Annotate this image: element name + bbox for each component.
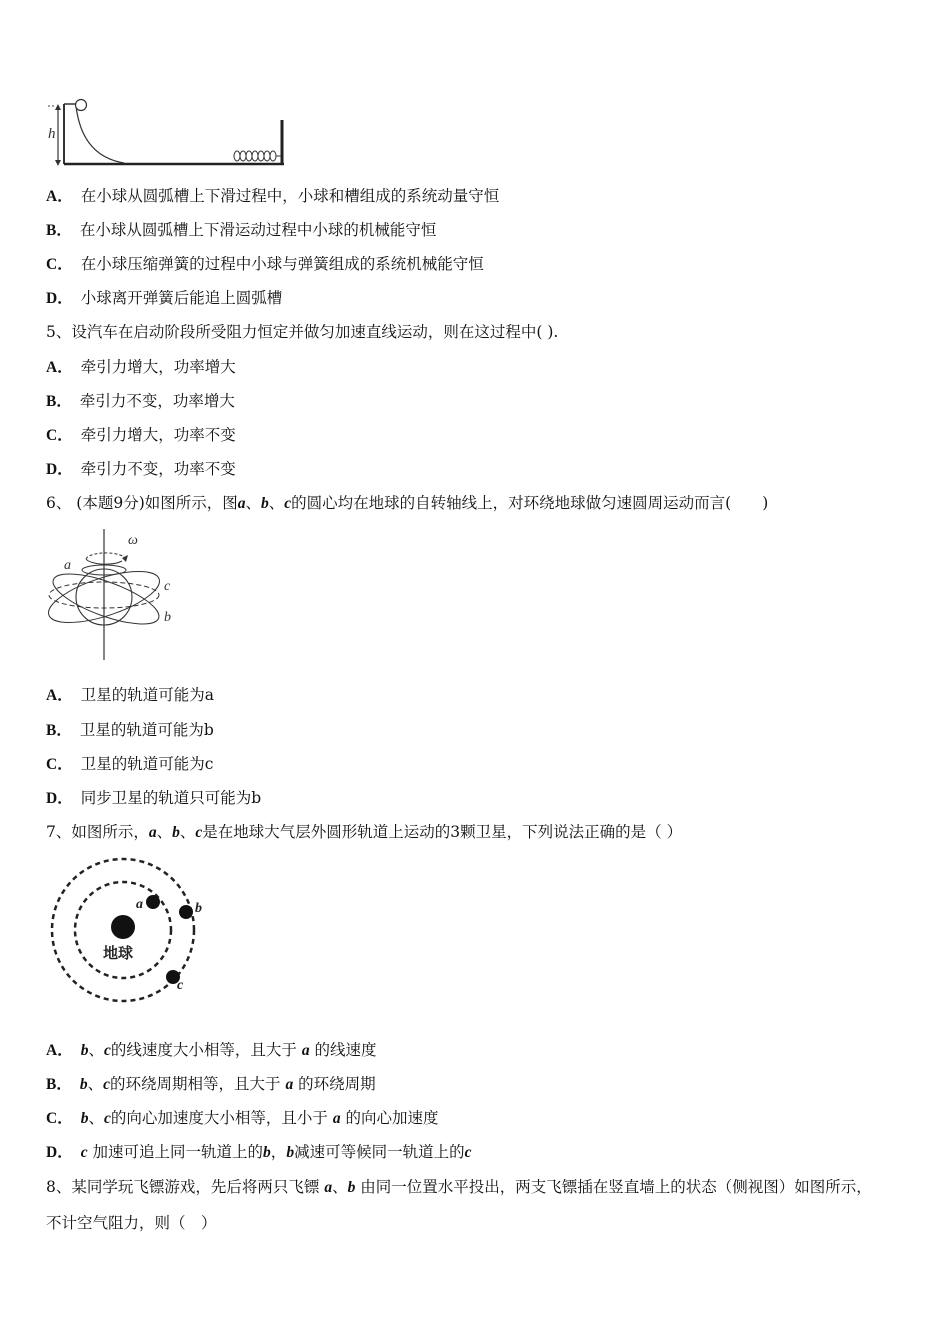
var: c <box>103 1042 111 1059</box>
q7-option-c[interactable] <box>46 1108 439 1129</box>
label-c: c <box>177 978 184 993</box>
q5-option-d[interactable] <box>46 459 236 480</box>
omega-label: ω <box>128 533 138 548</box>
stem-text: 由同一位置水平投出，两支飞镖插在竖直墙上的状态（侧视图）如图所示， <box>360 1178 872 1196</box>
option-letter: D． <box>46 290 73 307</box>
option-text: 的向心加速度大小相等，且小于 <box>110 1109 328 1127</box>
option-text: 加速可追上同一轨道上的 <box>92 1143 264 1161</box>
q5-stem: 5、设汽车在启动阶段所受阻力恒定并做匀加速直线运动，则在这过程中( ). <box>46 323 559 341</box>
option-text: 卫星的轨道可能为b <box>79 721 214 739</box>
option-letter: D． <box>46 1144 73 1161</box>
separator: 、 <box>156 823 173 841</box>
var-b: b <box>347 1179 356 1196</box>
label-a: a <box>136 897 143 912</box>
separator: 、 <box>332 1178 348 1196</box>
earth <box>111 915 135 939</box>
q5-option-a[interactable] <box>46 357 236 378</box>
stem-text: 是在地球大气层外圆形轨道上运动的3颗卫星，下列说法正确的是（ ） <box>202 823 683 841</box>
q6-option-b[interactable] <box>46 720 214 741</box>
q4-option-b[interactable] <box>46 220 436 241</box>
option-text: 小球离开弹簧后能追上圆弧槽 <box>80 289 283 307</box>
var: b <box>80 1110 89 1127</box>
var: c <box>103 1076 110 1093</box>
separator: 、 <box>179 823 196 841</box>
var: c <box>80 1144 88 1161</box>
option-letter: C． <box>46 756 73 773</box>
label-b: b <box>195 901 202 916</box>
stem-text: 的圆心均在地球的自转轴线上，对环绕地球做匀速圆周运动而言( ) <box>291 494 769 512</box>
earth-label: 地球 <box>103 944 134 962</box>
option-text: 在小球压缩弹簧的过程中小球与弹簧组成的系统机械能守恒 <box>80 255 484 273</box>
option-text: 牵引力增大，功率增大 <box>80 358 236 376</box>
q4-option-c[interactable] <box>46 254 484 275</box>
spring <box>234 151 281 161</box>
option-text: 、 <box>88 1041 104 1059</box>
option-text: 牵引力不变，功率不变 <box>80 460 236 478</box>
q7-option-d[interactable] <box>46 1142 471 1163</box>
q8-stem <box>46 1177 872 1198</box>
separator: 、 <box>245 494 262 512</box>
option-letter: A． <box>46 359 73 376</box>
var: b <box>263 1144 271 1161</box>
option-letter: C． <box>46 256 73 273</box>
var: b <box>79 1076 88 1093</box>
q5-option-b[interactable] <box>46 391 235 412</box>
option-letter: B． <box>46 1076 72 1093</box>
option-letter: D． <box>46 461 73 478</box>
option-text: 的向心加速度 <box>345 1109 439 1127</box>
option-text: 牵引力不变，功率增大 <box>79 392 235 410</box>
option-letter: C． <box>46 1110 73 1127</box>
stem-text: 7、如图所示， <box>46 823 149 841</box>
q6-option-c[interactable] <box>46 754 213 775</box>
option-text: 同步卫星的轨道只可能为b <box>80 789 262 807</box>
var-c: c <box>284 495 292 512</box>
q6-option-a[interactable] <box>46 685 214 706</box>
var: a <box>332 1110 341 1127</box>
option-letter: A． <box>46 188 73 205</box>
var: c <box>103 1110 111 1127</box>
option-text: 牵引力增大，功率不变 <box>80 426 236 444</box>
var-b: b <box>172 824 180 841</box>
option-text: 卫星的轨道可能为a <box>80 686 214 704</box>
q5-option-c[interactable] <box>46 425 236 446</box>
var: c <box>464 1144 472 1161</box>
var-c: c <box>195 824 203 841</box>
option-letter: B． <box>46 393 72 410</box>
q6-stem <box>46 493 768 514</box>
separator: 、 <box>268 494 285 512</box>
q8-stem-line2: 不计空气阻力，则（ ） <box>46 1214 217 1232</box>
satellite-a <box>146 895 160 909</box>
label-a: a <box>64 558 71 573</box>
option-text: 、 <box>88 1109 104 1127</box>
q7-option-b[interactable] <box>46 1074 376 1095</box>
satellite-b <box>179 905 193 919</box>
option-text: ， <box>270 1143 287 1161</box>
option-text: 的环绕周期 <box>298 1075 376 1093</box>
q4-option-d[interactable] <box>46 288 282 309</box>
stem-text: 6、 (本题9分)如图所示，图 <box>46 494 238 512</box>
ball <box>76 100 87 111</box>
q7-option-a[interactable] <box>46 1040 377 1061</box>
label-c: c <box>164 579 171 594</box>
stem-text: 8、某同学玩飞镖游戏，先后将两只飞镖 <box>46 1178 320 1196</box>
q4-option-a[interactable] <box>46 186 499 207</box>
var: b <box>80 1042 89 1059</box>
q4-label-h: h <box>48 126 56 142</box>
option-letter: A． <box>46 1042 73 1059</box>
var-a: a <box>148 824 157 841</box>
option-text: 减速可等候同一轨道上的 <box>294 1143 465 1161</box>
q7-stem <box>46 822 682 843</box>
q6-option-d[interactable] <box>46 788 261 809</box>
option-text: 的环绕周期相等，且大于 <box>110 1075 281 1093</box>
option-text: 、 <box>87 1075 104 1093</box>
var-b: b <box>261 495 269 512</box>
option-text: 在小球从圆弧槽上下滑过程中，小球和槽组成的系统动量守恒 <box>80 187 500 205</box>
option-letter: B． <box>46 722 72 739</box>
option-letter: D． <box>46 790 73 807</box>
label-b: b <box>164 610 171 625</box>
option-text: 的线速度 <box>314 1041 377 1059</box>
var-a: a <box>237 495 246 512</box>
var: a <box>301 1042 310 1059</box>
q4-figure <box>44 96 289 170</box>
q7-figure <box>44 855 209 1010</box>
var: b <box>286 1144 295 1161</box>
option-text: 卫星的轨道可能为c <box>80 755 214 773</box>
option-letter: B． <box>46 222 72 239</box>
var: a <box>285 1076 294 1093</box>
option-letter: A． <box>46 687 73 704</box>
var-a: a <box>324 1179 333 1196</box>
option-text: 的线速度大小相等，且大于 <box>110 1041 297 1059</box>
q6-figure <box>44 527 194 662</box>
option-text: 在小球从圆弧槽上下滑运动过程中小球的机械能守恒 <box>79 221 437 239</box>
option-letter: C． <box>46 427 73 444</box>
